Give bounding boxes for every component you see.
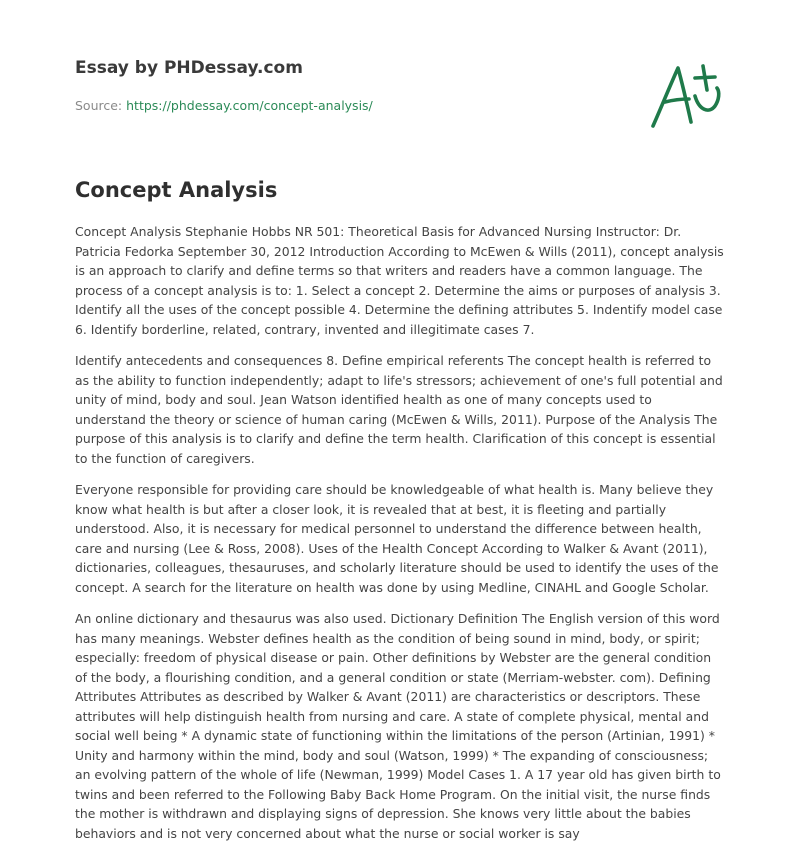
article-paragraph: Concept Analysis Stephanie Hobbs NR 501: Theoretical Basis for Advanced Nursing Instructor: Dr. Patricia Fedorka September 30, 2012 Introduction According to McEwen & Wills (2011), concept analysis is an approach to clarify and define terms so that writers and readers have a common language. The process of a concept analysis is to: 1. Select a concept 2. Determine the aims or purposes of analysis 3. Identify all the uses of the concept possible 4. Determine the defining attributes 5. Indentify model case 6. Identify borderline, related, contrary, invented and illegitimate cases 7. bbox=[75, 224, 724, 337]
article-title: Concept Analysis bbox=[75, 178, 278, 202]
article-paragraph: Identify antecedents and consequences 8. Define empirical referents The concept health is referred to as the ability to function independently; adapt to life's stressors; achievement of one's full potential and unity of mind, body and soul. Jean Watson identified health as one of many concepts used to understand the theory or science of human caring (McEwen & Wills, 2011). Purpose of the Analysis The purpose of this analysis is to clarify and define the term health. Clarification of this concept is essential to the function of caregivers. bbox=[75, 353, 723, 466]
page-header bbox=[75, 58, 735, 148]
article-paragraph: An online dictionary and thesaurus was also used. Dictionary Definition The English version of this word has many meanings. Webster defines health as the condition of being sound in mind, body, or spirit; especially: freedom of physical disease or pain. Other definitions by Webster are the general condition of the body, a flourishing condition, and a general condition or state (Merriam-webster. com). Defining Attributes Attributes as described by Walker & Avant (2011) are characteristics or descriptors. These attributes will help distinguish health from nursing and care. A state of complete physical, mental and social well being * A dynamic state of functioning within the limitations of the person (Artinian, 1991) * Unity and harmony within the mind, body and soul (Watson, 1999) * The expanding of consciousness; an evolving pattern of the whole of life (Newman, 1999) Model Cases 1. A 17 year old has given birth to twins and been referred to the Following Baby Back Home Program. On the initial visit, the nurse finds the mother is withdrawn and displaying signs of depression. She knows very little about the babies behaviors and is not very concerned about what the nurse or social worker is say bbox=[75, 611, 721, 841]
article-paragraph: Everyone responsible for providing care should be knowledgeable of what health is. Many believe they know what health is but after a closer look, it is revealed that at best, it is fleeting and partially understood. Also, it is necessary for medical personnel to understand the difference between health, care and nursing (Lee & Ross, 2008). Uses of the Health Concept According to Walker & Avant (2011), dictionaries, colleagues, thesauruses, and scholarly literature should be used to identify the uses of the concept. A search for the literature on health was done by using Medline, CINAHL and Google Scholar. bbox=[75, 482, 719, 595]
a-plus-logo-icon bbox=[645, 58, 735, 134]
site-title: Essay by PHDessay.com bbox=[75, 58, 303, 78]
source-link[interactable]: https://phdessay.com/concept-analysis/ bbox=[126, 98, 373, 113]
source-label: Source: bbox=[75, 98, 127, 113]
article-body bbox=[75, 222, 725, 855]
source-line bbox=[75, 98, 373, 113]
